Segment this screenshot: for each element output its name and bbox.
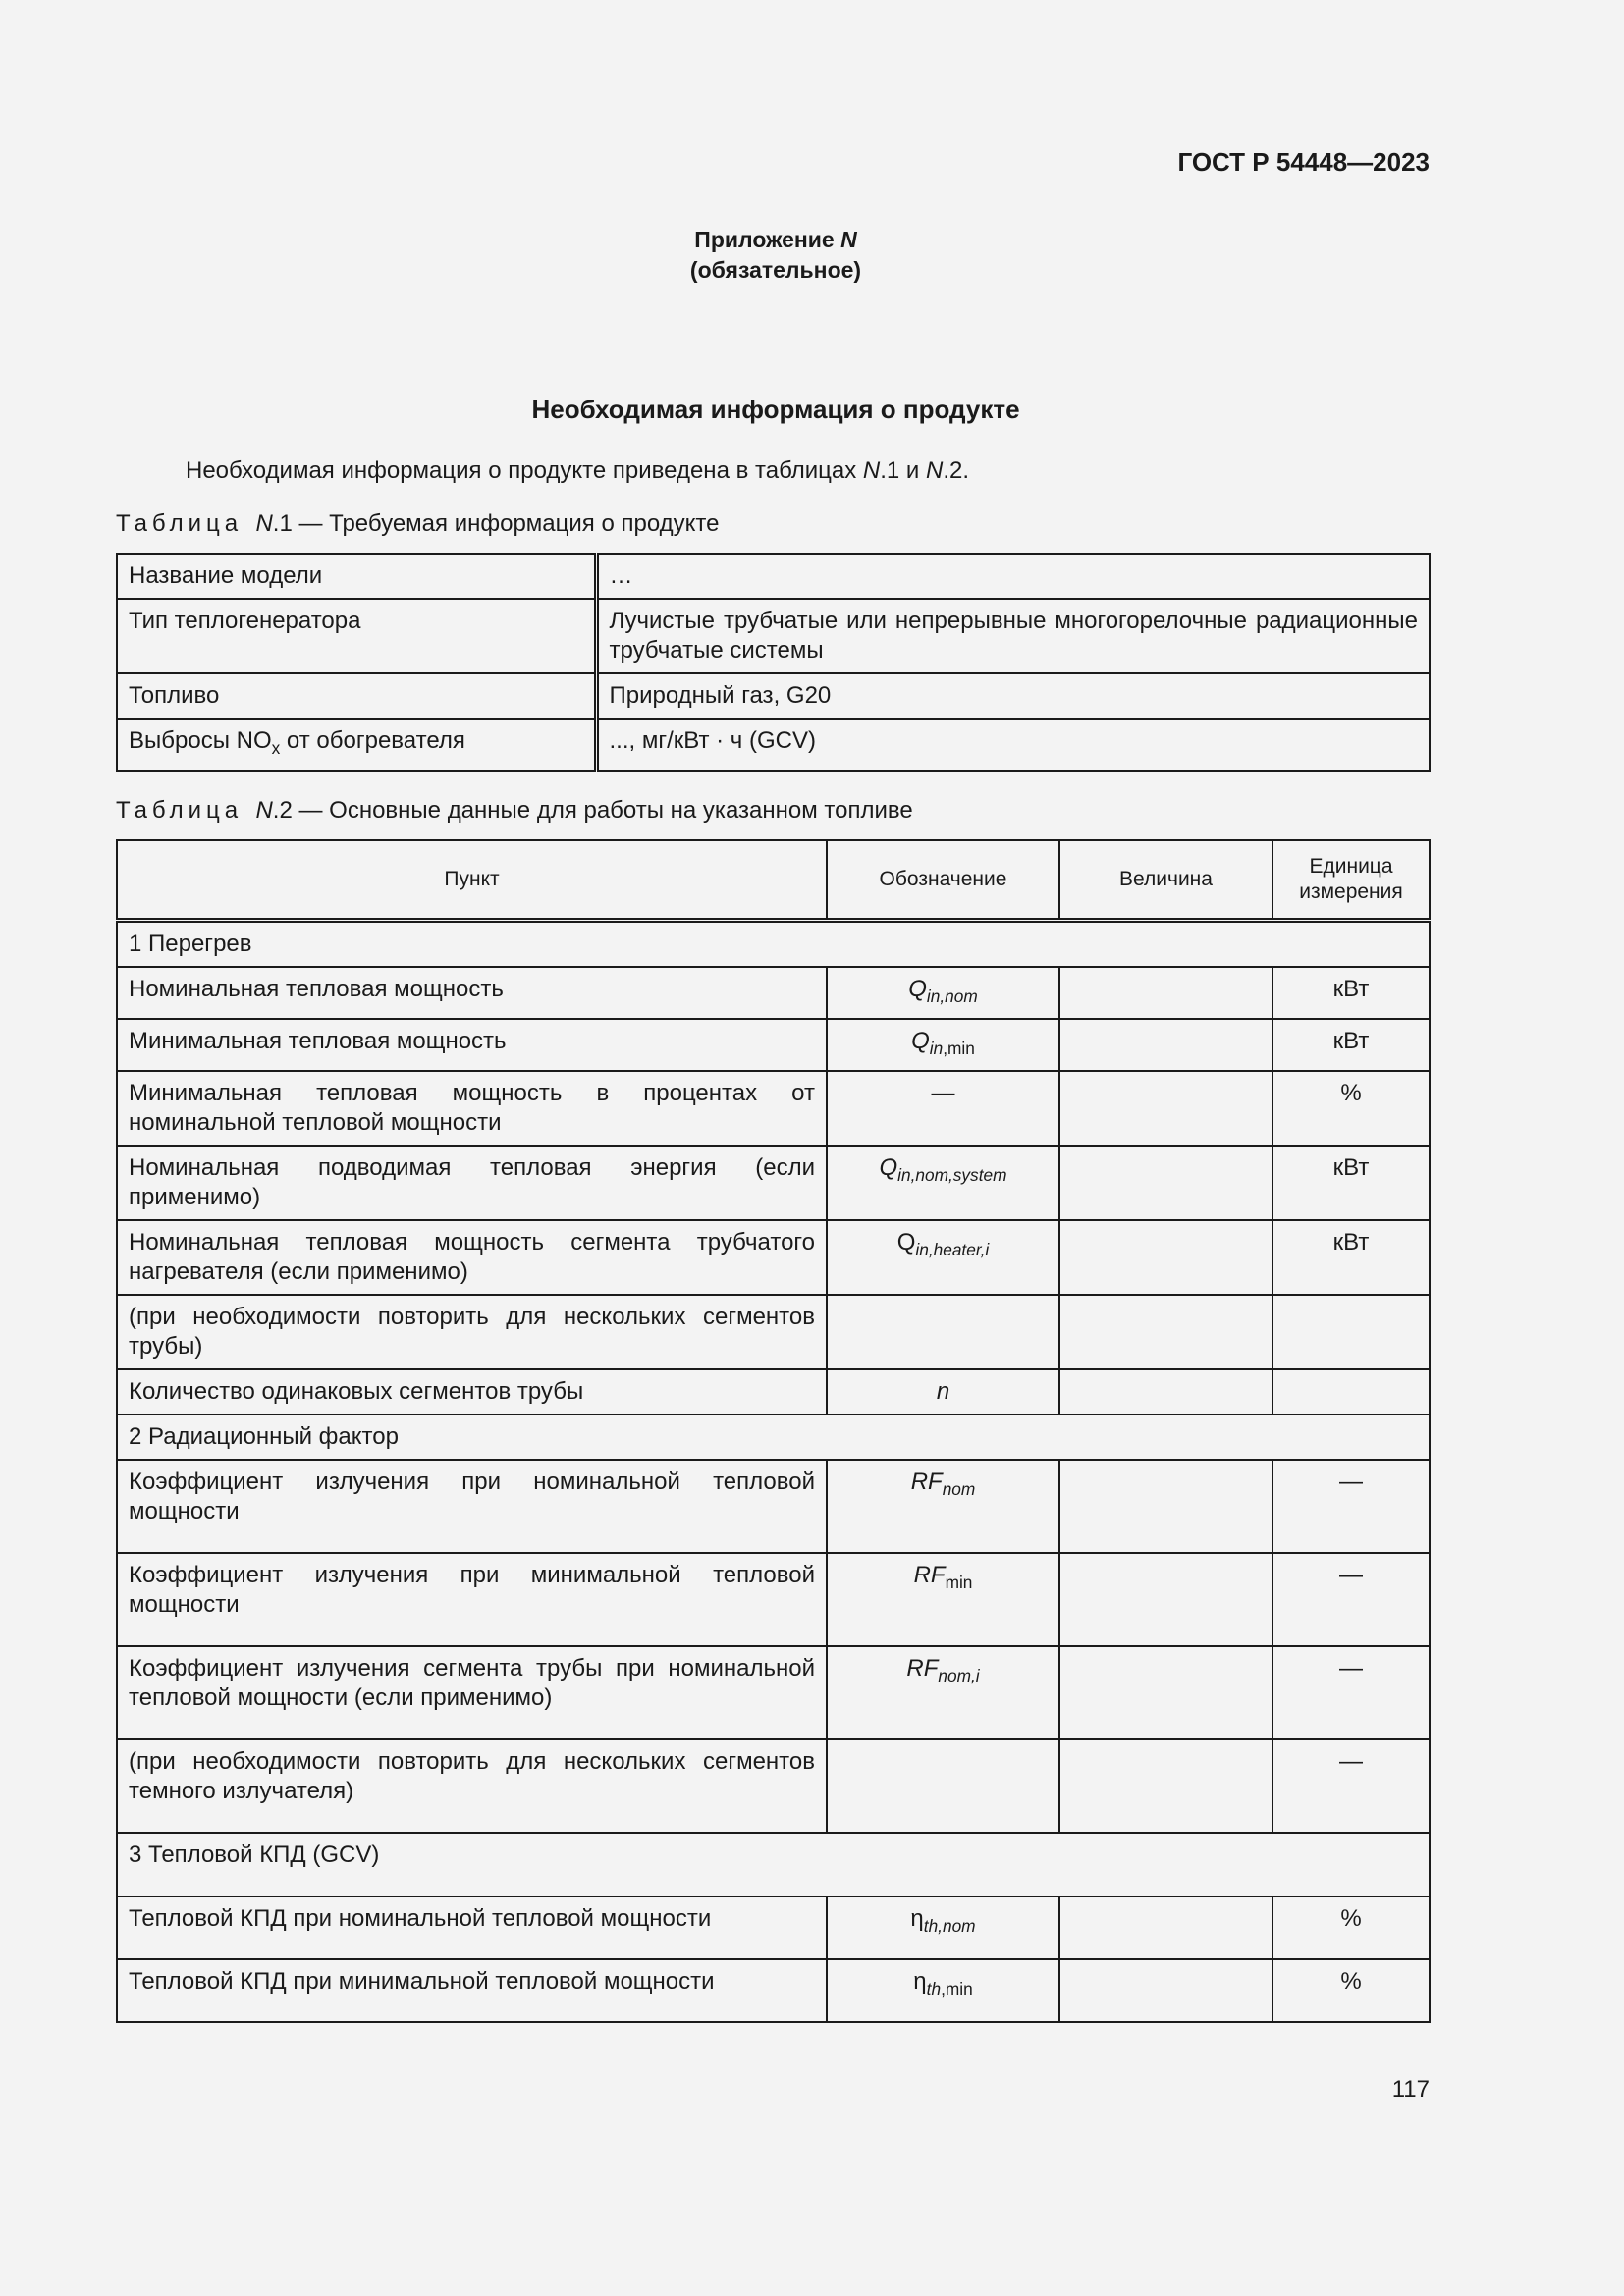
- item-cell: Минимальная тепловая мощность в процентах от номинальной тепловой мощности: [117, 1071, 827, 1146]
- unit-cell: —: [1272, 1460, 1430, 1553]
- symbol-cell: —: [827, 1071, 1059, 1146]
- table2-caption: Таблица N.2 — Основные данные для работы на указанном топливе: [116, 797, 913, 824]
- table-row: [117, 1460, 1430, 1553]
- value-cell: [1059, 1019, 1272, 1071]
- table-row: Тип теплогенератора Лучистые трубчатые или непрерывные многогорелочные радиационные трубчатые системы: [117, 599, 1430, 673]
- item-cell: Номинальная подводимая тепловая энергия (если применимо): [117, 1146, 827, 1220]
- section-row: [117, 1415, 1430, 1460]
- symbol-cell: $RF_{min}$: [827, 1553, 1059, 1646]
- item-cell: (при необходимости повторить для нескольких сегментов темного излучателя): [117, 1739, 827, 1833]
- value-cell: [1059, 1739, 1272, 1833]
- table-row: [117, 1369, 1430, 1415]
- table-row: [117, 1146, 1430, 1220]
- annex-status: (обязательное): [689, 257, 862, 283]
- unit-cell: %: [1272, 1896, 1430, 1959]
- unit-cell: %: [1272, 1071, 1430, 1146]
- column-header: Единица измерения: [1272, 840, 1430, 921]
- table-header-row: [117, 840, 1430, 921]
- intro-paragraph: Необходимая информация о продукте приведена в таблицах N.1 и N.2.: [186, 457, 970, 484]
- item-cell: Тепловой КПД при номинальной тепловой мощности: [117, 1896, 827, 1959]
- table-row: [117, 1739, 1430, 1833]
- annex-heading: [0, 225, 1551, 286]
- table-row: [117, 1019, 1430, 1071]
- table-row: Название модели …: [117, 554, 1430, 599]
- item-cell: Минимальная тепловая мощность: [117, 1019, 827, 1071]
- value-cell: [1059, 1369, 1272, 1415]
- unit-cell: кВт: [1272, 1220, 1430, 1295]
- unit-cell: %: [1272, 1959, 1430, 2022]
- table-row: [117, 1071, 1430, 1146]
- unit-cell: кВт: [1272, 967, 1430, 1019]
- value-cell: [1059, 1896, 1272, 1959]
- value-cell: [1059, 1295, 1272, 1369]
- value-cell: [1059, 1071, 1272, 1146]
- symbol-cell: $Q_{in,nom,system}$: [827, 1146, 1059, 1220]
- table-row: [117, 967, 1430, 1019]
- symbol-cell: n: [827, 1369, 1059, 1415]
- column-header: Величина: [1059, 840, 1272, 921]
- table1-caption: Таблица N.1 — Требуемая информация о продукте: [116, 510, 720, 537]
- unit-cell: [1272, 1295, 1430, 1369]
- value-cell: [1059, 967, 1272, 1019]
- section-title: 2 Радиационный фактор: [117, 1415, 1430, 1460]
- item-cell: Коэффициент излучения сегмента трубы при номинальной тепловой мощности (если применимо): [117, 1646, 827, 1739]
- section-row: [117, 1833, 1430, 1896]
- page-number: 117: [1391, 2076, 1430, 2103]
- unit-cell: кВт: [1272, 1146, 1430, 1220]
- annex-letter: N: [840, 227, 857, 252]
- section-title: 1 Перегрев: [117, 921, 1430, 968]
- section-title: 3 Тепловой КПД (GCV): [117, 1833, 1430, 1896]
- value-cell: [1059, 1959, 1272, 2022]
- symbol-cell: $\eta_{th,nom}$: [827, 1896, 1059, 1959]
- table-row: [117, 1295, 1430, 1369]
- symbol-cell: $Q_{in,nom}$: [827, 967, 1059, 1019]
- unit-cell: [1272, 1369, 1430, 1415]
- symbol-cell: $RF_{nom}$: [827, 1460, 1059, 1553]
- table-row: [117, 1646, 1430, 1739]
- table-row: Выбросы $NO_x$ от обогревателя ..., мг/кВт · ч (GCV): [117, 719, 1430, 771]
- table-row: [117, 1553, 1430, 1646]
- item-cell: (при необходимости повторить для нескольких сегментов трубы): [117, 1295, 827, 1369]
- item-cell: Количество одинаковых сегментов трубы: [117, 1369, 827, 1415]
- column-header: Обозначение: [827, 840, 1059, 921]
- value-cell: [1059, 1460, 1272, 1553]
- item-cell: Номинальная тепловая мощность сегмента трубчатого нагревателя (если применимо): [117, 1220, 827, 1295]
- value-cell: [1059, 1553, 1272, 1646]
- item-cell: Коэффициент излучения при минимальной тепловой мощности: [117, 1553, 827, 1646]
- table-row: [117, 1896, 1430, 1959]
- table-row: Топливо Природный газ, G20: [117, 673, 1430, 719]
- symbol-cell: $\eta_{th,min}$: [827, 1959, 1059, 2022]
- standard-number: ГОСТ Р 54448—2023: [1177, 147, 1430, 177]
- value-cell: [1059, 1146, 1272, 1220]
- value-cell: [1059, 1220, 1272, 1295]
- unit-cell: кВт: [1272, 1019, 1430, 1071]
- unit-cell: —: [1272, 1646, 1430, 1739]
- column-header: Пункт: [117, 840, 827, 921]
- table-row: [117, 1220, 1430, 1295]
- symbol-cell: $Q_{in,heater,i}$: [827, 1220, 1059, 1295]
- page-title: Необходимая информация о продукте: [531, 395, 1020, 424]
- symbol-cell: $Q_{in,min}$: [827, 1019, 1059, 1071]
- value-cell: [1059, 1646, 1272, 1739]
- item-cell: Номинальная тепловая мощность: [117, 967, 827, 1019]
- section-row: [117, 921, 1430, 968]
- symbol-cell: [827, 1739, 1059, 1833]
- product-info-table: [116, 553, 1431, 772]
- unit-cell: —: [1272, 1739, 1430, 1833]
- symbol-cell: [827, 1295, 1059, 1369]
- unit-cell: —: [1272, 1553, 1430, 1646]
- fuel-data-table: [116, 839, 1431, 2023]
- table-row: [117, 1959, 1430, 2022]
- item-cell: Коэффициент излучения при номинальной тепловой мощности: [117, 1460, 827, 1553]
- symbol-cell: $RF_{nom,i}$: [827, 1646, 1059, 1739]
- annex-label: Приложение: [694, 227, 841, 252]
- item-cell: Тепловой КПД при минимальной тепловой мощности: [117, 1959, 827, 2022]
